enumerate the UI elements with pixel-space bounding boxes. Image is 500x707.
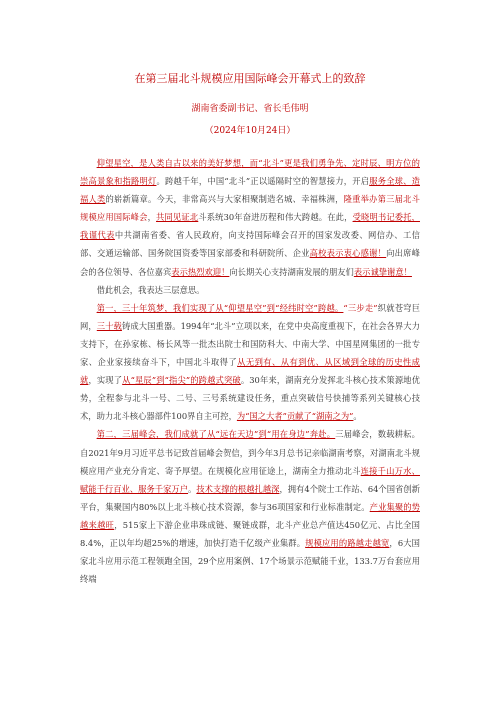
paragraph-2: 借此机会，我表达三层意思。: [96, 284, 205, 295]
document-body: [80, 154, 420, 588]
speaker-line: 湖南省委副书记、省长毛伟明: [191, 104, 309, 114]
paragraph-1: 仰望星空，是人类自古以来的美好梦想，而“北斗”更是我们勇争先、定时辰、明方位的崇高景象和指路明灯。跨越千年，中国“北斗”正以遥隔时空的智慧接力，开启服务全球、造福人类的崭新篇章。今天，非常高兴与大家相聚制造名城、幸福株洲，隆重举办第三届北斗规模应用国际峰会，共同见证北斗系统30年奋进历程和伟大跨越。在此，受晓明书记委托，我谨代表中共湖南省委、省人民政府，向支持国际峰会召开的国家发改委、网信办、工信部、交通运输部、国务院国资委等国家部委和科研院所、企业高校表示衷心感谢！向出席峰会的各位领导、各位嘉宾表示热烈欢迎！向长期关心支持湖南发展的朋友们表示诚挚谢意！: [80, 158, 420, 277]
paragraph-3: 第一，三十年筑梦，我们实现了从“仰望星空”到“经纬时空”跨越。“三步走”织就苍穹巨网，三十载铸成大国重器。1994年“北斗”立项以来，在党中央高度重视下，在社会各界大力支持下，在孙家栋、杨长风等一批杰出院士和国防科大、中南大学、中国星网集团的一批专家、企业家接续奋斗下，中国北斗取得了从无到有、从有到优、从区域到全球的历史性成就，实现了从“星辰”到“指尖”的跨越式突破。30年来，湖南充分发挥北斗核心技术策源地优势，全程参与北斗一号、二号、三号系统建设任务，重点突破信号快捕等系列关键核心技术，助力北斗核心器部件100界自主可控，为“国之大者”贡献了“湖南之为”。: [80, 302, 421, 422]
paragraph-4: 第二，三届峰会，我们成就了从“远在天边”到“用在身边”奔赴。三届峰会，数载耕耘。自2021年9月习近平总书记致首届峰会贺信，到今年3月总书记亲临湖南考察，对湖南北斗规模应用产业充分肯定、寄予厚望。在规模化应用征途上，湖南全力推动北斗连接千山万水、赋能千行百业、服务千家万户。技术支撑的根越扎越深，拥有4个院士工作站、64个国省创新平台，集聚国内80%以上北斗核心技术资源，参与36项国家和行业标准制定。产业集聚的势越来越旺，515家上下游企业串珠成链、聚链成群，北斗产业总产值达450亿元、占比全国8.4%，正以年均超25%的增速，加快打造千亿级产业集群。规模应用的路越走越宽，6大国家北斗应用示范工程领跑全国，29个应用案例、17个场景示范赋能千业，133.7万台套应用终端: [80, 429, 420, 585]
document-title: 在第三届北斗规模应用国际峰会开幕式上的致辞: [134, 72, 366, 85]
date-line: （2024年10月24日）: [204, 126, 296, 136]
